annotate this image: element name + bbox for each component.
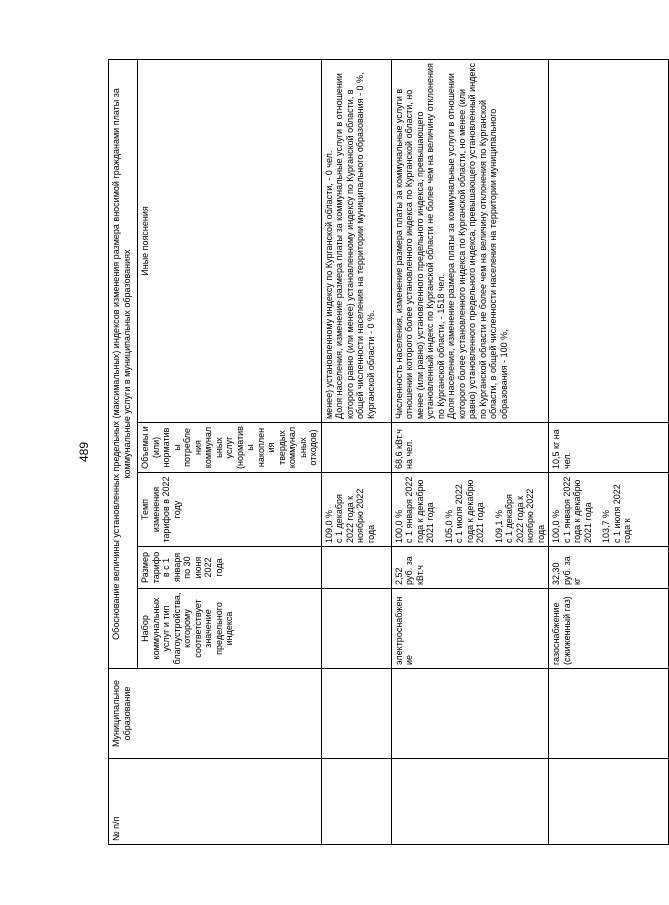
- cell-tariff-rate: 100,0 % с 1 января 2022 года к декабрю 2021 года 103,7 % с 1 июля 2022 года к: [549, 473, 669, 547]
- cell-number: [549, 759, 669, 845]
- cell-service-set: электроснабжение: [391, 589, 549, 669]
- header-justification: Обоснование величины установленных предельных (максимальных) индексов изменения размера вносимой гражданами платы за коммунальные услуги в муниципальных образованиях: [109, 59, 138, 668]
- cell-tariff-size: [321, 547, 391, 589]
- cell-tariff-rate: 109,0 % с 1 декабря 2022 года к ноябрю 2022 года: [321, 473, 391, 547]
- rotated-table-canvas: [108, 60, 632, 845]
- cell-tariff-rate: 100,0 % с 1 января 2022 года к декабрю 2021 года 105,0 % с 1 июля 2022 года к декабрю 2021 года 109,1 % с 1 декабря 2022 года к ноябрю 2022 года: [391, 473, 549, 547]
- cell-other-notes: Численность населения, изменение размера платы за коммунальные услуги в отношении которого более установленного индекса по Курганской области, но менее (или равно) установленного предельного индекса, превышающего установленный индекс по Курганской области не более чем на величину отклонения по Курганской области, - 1518 чел. Доля населения, изменение размера платы за коммунальные услуги в отношении которого более установленного индекса по Курганской области, но менее (или равно) установленного предельного индекса, превышающего установленный индекс по Курганской области не более чем на величину отклонения по Курганской области, в общей численности населения на территории муниципального образования - 100 %,: [391, 59, 549, 422]
- cell-number: [321, 759, 391, 845]
- header-tariff-size: Размер тарифов с 1 января по 30 июня 2022 года: [138, 547, 322, 589]
- header-volume: Объемы и (или) нормативы потребления коммунальных услуг (нормативы накопления твердых коммунальных отходов): [138, 423, 322, 473]
- header-number: № п/п: [109, 759, 322, 845]
- cell-municipality: [391, 669, 549, 759]
- cell-tariff-size: 2,52 руб. за кВт.ч: [391, 547, 549, 589]
- page-number: 489: [77, 441, 91, 463]
- cell-other-notes: [549, 59, 669, 422]
- header-municipality: Муниципальное образование: [109, 669, 322, 759]
- cell-municipality: [549, 669, 669, 759]
- header-other-notes: Иные пояснения: [138, 59, 322, 422]
- cell-number: [391, 759, 549, 845]
- cell-volume: 68,6 кВт.ч на чел.: [391, 423, 549, 473]
- cell-volume: 10,5 кг на чел.: [549, 423, 669, 473]
- header-service-set: Набор коммунальных услуг и тип благоустройства, которому соответствует значение предельного индекса: [138, 589, 322, 669]
- cell-tariff-size: 32,30 руб. за кг: [549, 547, 669, 589]
- header-tariff-rate: Темп изменения тарифов в 2022 году: [138, 473, 322, 547]
- table-row: [391, 59, 549, 844]
- table-row: [549, 59, 669, 844]
- table-row: [321, 59, 391, 844]
- cell-municipality: [321, 669, 391, 759]
- cell-service-set: газоснабжение (сжиженный газ): [549, 589, 669, 669]
- rotated-table-viewport: [108, 60, 632, 845]
- tariff-justification-table: [108, 59, 669, 845]
- cell-service-set: [321, 589, 391, 669]
- cell-volume: [321, 423, 391, 473]
- cell-other-notes: менее) установленному индексу по Курганской области, - 0 чел. Доля населения, изменение размера платы за коммунальные услуги в отношении которого равно (или менее) установленному индексу по Курганской области, в общей численности населения на территории муниципального образования - 0 %, Курганской области - 0 %.: [321, 59, 391, 422]
